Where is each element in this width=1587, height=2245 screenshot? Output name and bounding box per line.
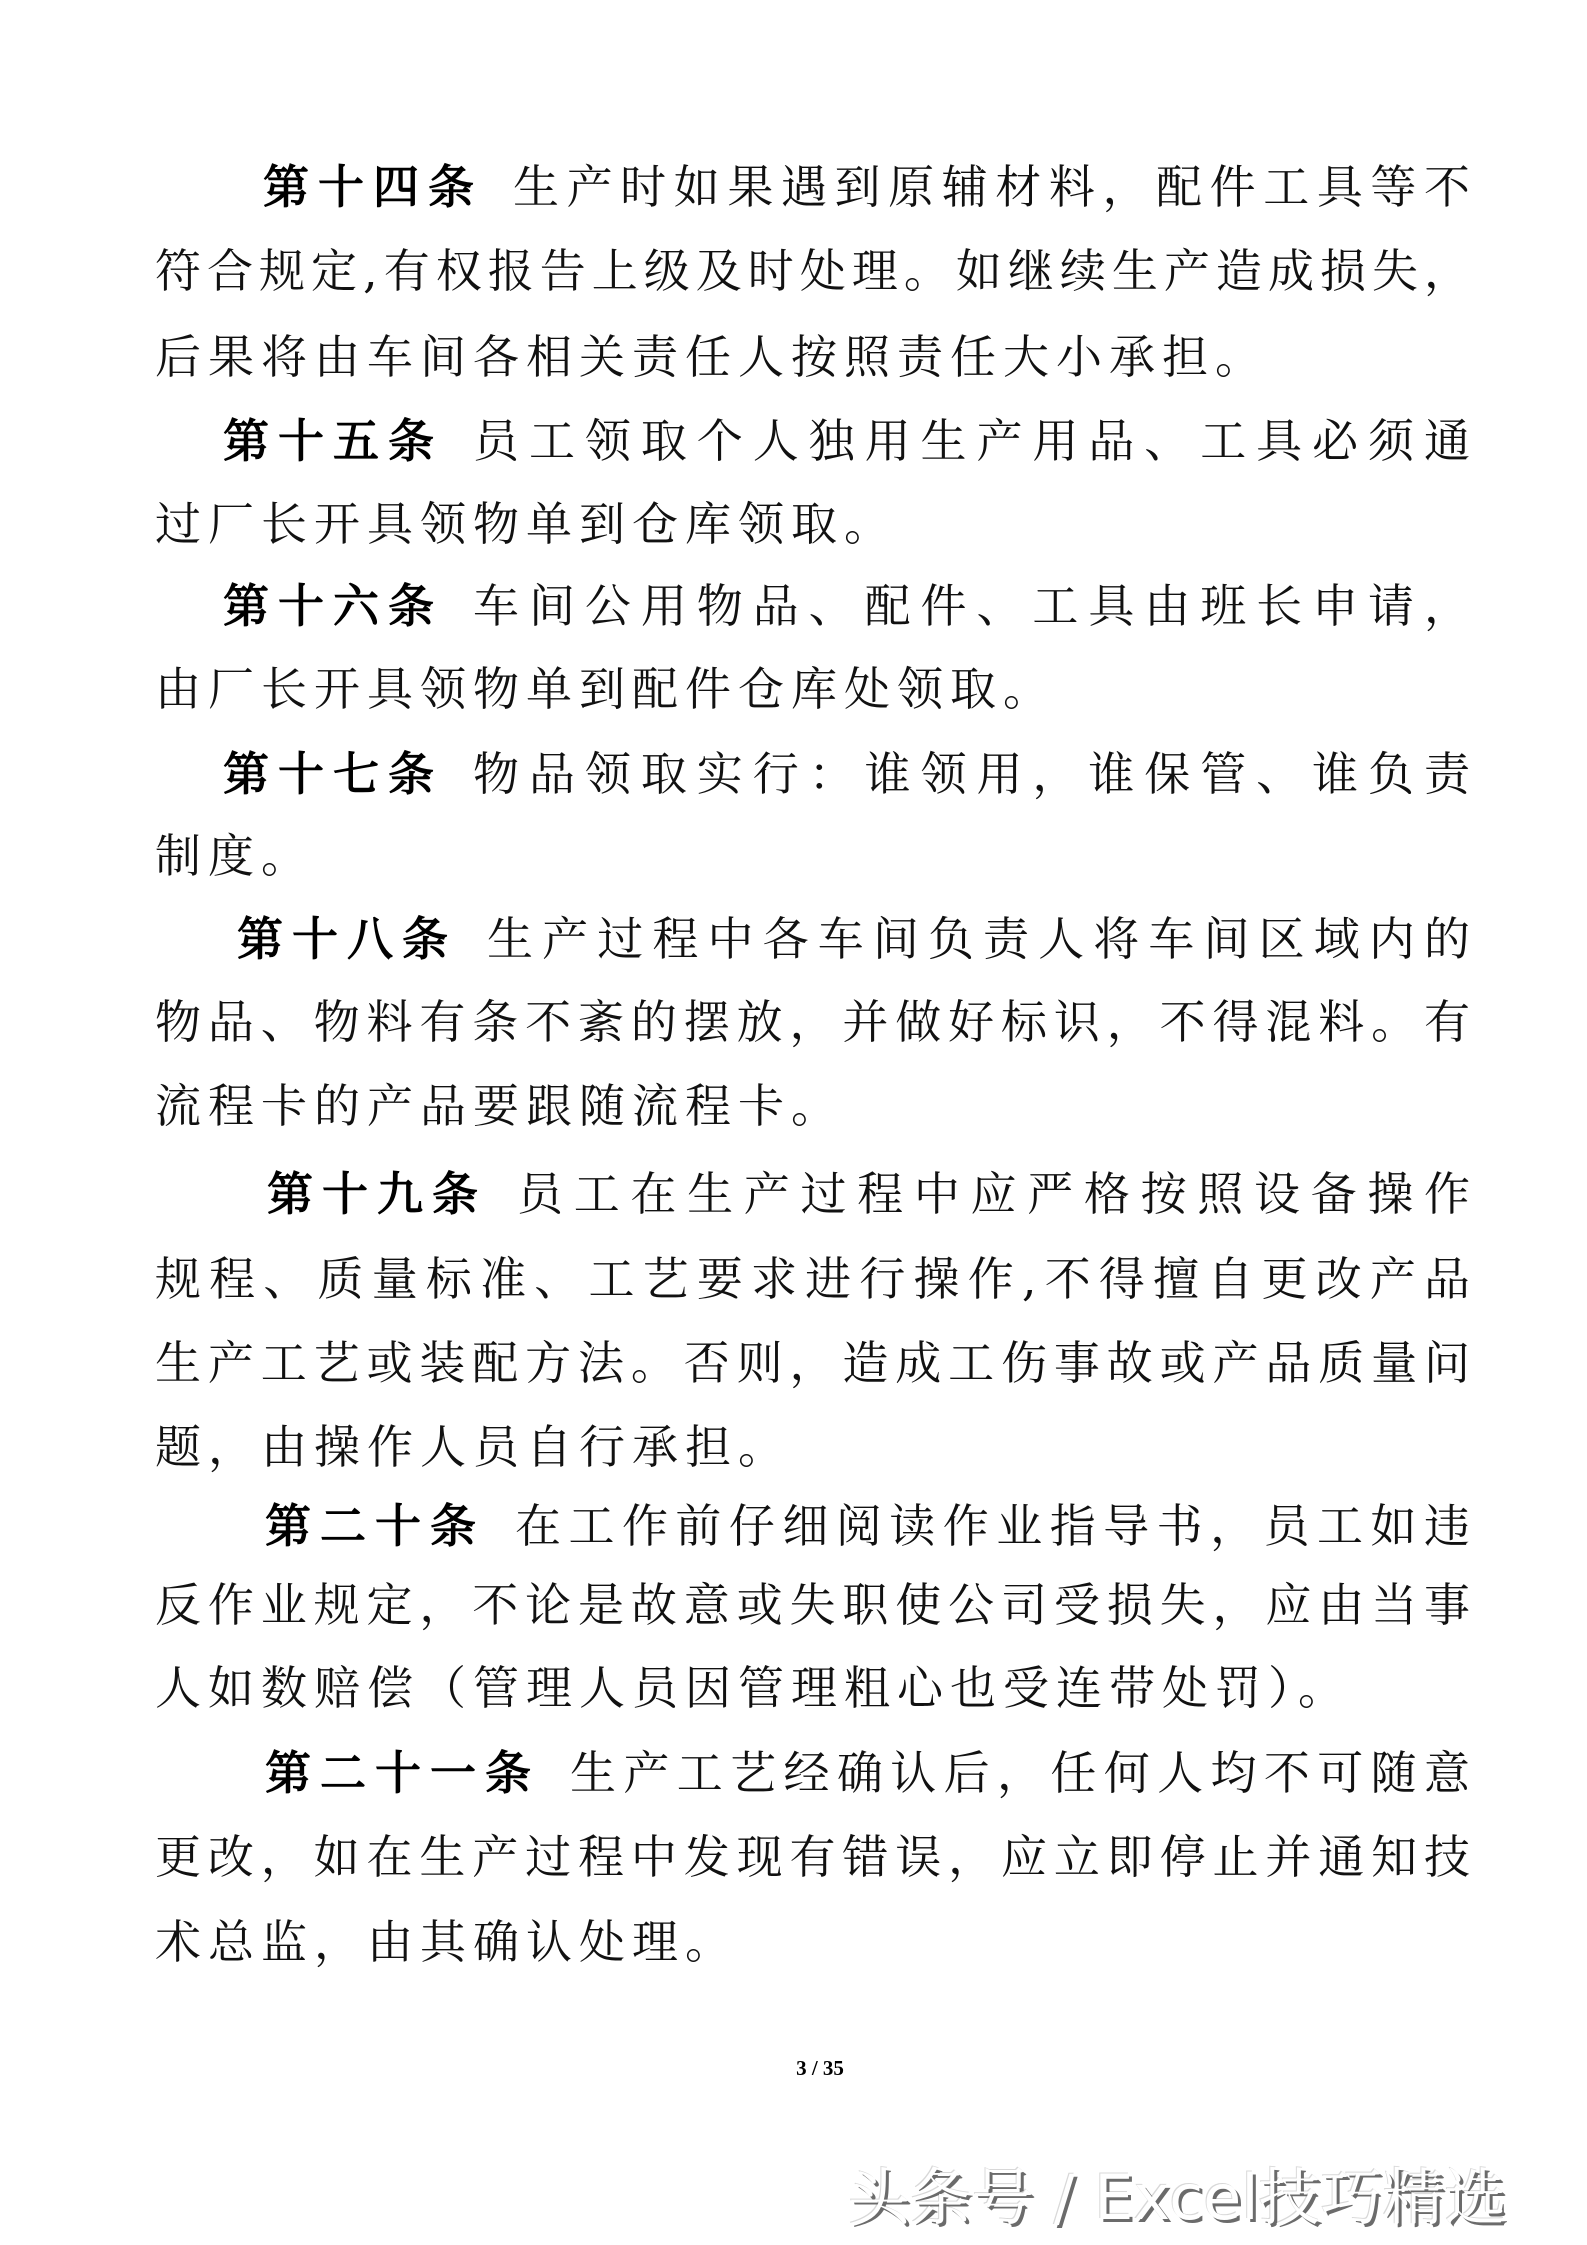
article-16-text: 由厂长开具领物单到配件仓库处领取。 [155, 662, 1056, 716]
article-14-line-3 [155, 328, 1470, 386]
article-20-text: 在工作前仔细阅读作业指导书，员工如违 [515, 1499, 1470, 1553]
article-21-text: 生产工艺经确认后，任何人均不可随意 [570, 1746, 1470, 1800]
article-20-heading: 第二十条 [265, 1499, 485, 1553]
article-14-text: 符合规定,有权报告上级及时处理。如继续生产造成损失， [155, 244, 1470, 298]
article-19-heading: 第十九条 [267, 1167, 487, 1221]
article-15-heading: 第十五条 [223, 414, 443, 468]
article-20-line-2 [155, 1576, 1470, 1634]
article-17-line-1 [155, 745, 1470, 803]
article-18-text: 流程卡的产品要跟随流程卡。 [155, 1079, 844, 1133]
article-21-heading: 第二十一条 [265, 1746, 540, 1800]
article-21-line-3 [155, 1913, 1470, 1971]
article-15-text: 员工领取个人独用生产用品、工具必须通 [473, 414, 1470, 468]
article-19-line-2 [155, 1250, 1470, 1308]
article-21-text: 更改，如在生产过程中发现有错误，应立即停止并通知技 [155, 1830, 1470, 1884]
article-16-line-2 [155, 660, 1470, 718]
page-number: 3 / 35 [796, 2056, 844, 2080]
article-19-line-3 [155, 1334, 1470, 1392]
article-17-heading: 第十七条 [223, 747, 443, 801]
article-19-text: 题，由操作人员自行承担。 [155, 1420, 791, 1474]
article-21-line-1 [155, 1744, 1470, 1802]
article-15-text: 过厂长开具领物单到仓库领取。 [155, 497, 897, 551]
article-17-text: 制度。 [155, 829, 314, 883]
article-14-text: 生产时如果遇到原辅材料，配件工具等不 [513, 160, 1470, 214]
article-16-heading: 第十六条 [223, 579, 443, 633]
article-20-text: 反作业规定，不论是故意或失职使公司受损失，应由当事 [155, 1578, 1470, 1632]
article-19-text: 规程、质量标准、工艺要求进行操作,不得擅自更改产品 [155, 1252, 1470, 1306]
article-20-line-3 [155, 1659, 1470, 1717]
article-21-text: 术总监，由其确认处理。 [155, 1915, 738, 1969]
article-21-line-2 [155, 1828, 1470, 1886]
article-17-text: 物品领取实行：谁领用，谁保管、谁负责 [473, 747, 1470, 801]
article-18-text: 物品、物料有条不紊的摆放，并做好标识，不得混料。有 [155, 995, 1470, 1049]
article-14-heading: 第十四条 [263, 160, 483, 214]
article-17-line-2 [155, 827, 1470, 885]
watermark-text: 头条号 / Excel技巧精选 [848, 2161, 1507, 2234]
article-16-line-1 [155, 577, 1470, 635]
article-20-line-1 [155, 1497, 1470, 1555]
article-15-line-2 [155, 495, 1470, 553]
article-18-line-2 [155, 993, 1470, 1051]
article-16-text: 车间公用物品、配件、工具由班长申请， [473, 579, 1470, 633]
article-18-heading: 第十八条 [237, 912, 457, 966]
article-19-text: 员工在生产过程中应严格按照设备操作 [517, 1167, 1470, 1221]
article-14-line-1 [155, 158, 1470, 216]
article-19-text: 生产工艺或装配方法。否则，造成工伤事故或产品质量问 [155, 1336, 1470, 1390]
article-18-line-3 [155, 1077, 1470, 1135]
article-14-line-2 [155, 242, 1470, 300]
article-19-line-4 [155, 1418, 1470, 1476]
article-20-text: 人如数赔偿（管理人员因管理粗心也受连带处罚）。 [155, 1661, 1351, 1715]
article-19-line-1 [155, 1165, 1470, 1223]
article-15-line-1 [155, 412, 1470, 470]
article-14-text: 后果将由车间各相关责任人按照责任大小承担。 [155, 330, 1268, 384]
article-18-line-1 [155, 910, 1470, 968]
article-18-text: 生产过程中各车间负责人将车间区域内的 [487, 912, 1470, 966]
